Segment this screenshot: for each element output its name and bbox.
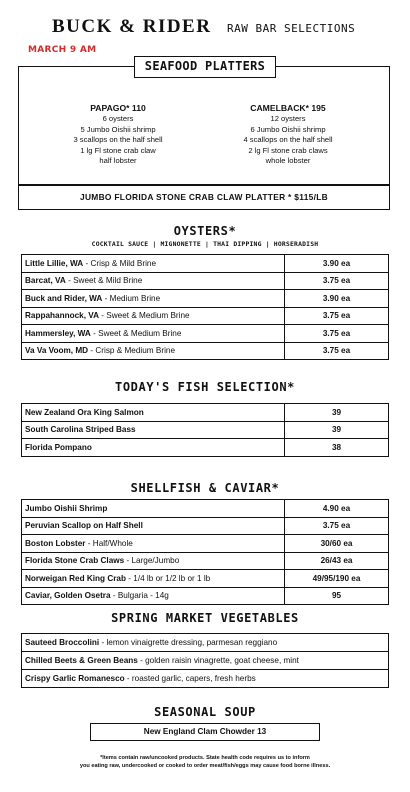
platter-line: 1 lg Fl stone crab claw <box>80 145 156 155</box>
item-cell <box>22 670 389 688</box>
brand-logo: BUCK & RIDER <box>52 16 212 37</box>
item-description: - Bulgaria - 14g <box>110 591 169 601</box>
shellfish-table <box>21 499 389 605</box>
item-name: Barcat, VA <box>25 276 66 286</box>
item-cell <box>22 290 285 308</box>
item-name: South Carolina Striped Bass <box>22 421 285 439</box>
item-name: Florida Pompano <box>22 439 285 457</box>
item-cell <box>22 272 285 290</box>
table-row <box>22 290 389 308</box>
item-description: - roasted garlic, capers, fresh herbs <box>124 674 256 683</box>
table-row <box>22 634 389 652</box>
item-description: - Crisp & Medium Brine <box>88 346 175 356</box>
jumbo-stone-crab-platter: JUMBO FLORIDA STONE CRAB CLAW PLATTER * $115/LB <box>80 192 328 202</box>
item-description: - Crisp & Mild Brine <box>83 258 157 268</box>
item-cell <box>22 255 285 273</box>
item-name: Florida Stone Crab Claws <box>25 556 125 566</box>
item-price: 3.75 ea <box>285 272 389 290</box>
oysters-sauces: COCKTAIL SAUCE | MIGNONETTE | THAI DIPPING | HORSERADISH <box>91 240 319 248</box>
shellfish-title: SHELLFISH & CAVIAR* <box>130 481 280 495</box>
item-price: 39 <box>285 421 389 439</box>
table-row <box>22 342 389 360</box>
item-price: 3.75 ea <box>285 342 389 360</box>
item-name: Little Lillie, WA <box>25 258 84 268</box>
item-cell <box>22 307 285 325</box>
table-row <box>22 404 389 422</box>
table-row <box>22 517 389 535</box>
table-row <box>22 272 389 290</box>
platters-title: SEAFOOD PLATTERS <box>134 56 276 78</box>
item-cell <box>22 652 389 670</box>
fish-table <box>21 403 389 457</box>
vegetables-title: SPRING MARKET VEGETABLES <box>111 611 299 625</box>
item-name: Crispy Garlic Romanesco <box>25 674 125 683</box>
platter-line: whole lobster <box>265 156 311 166</box>
item-description: - lemon vinaigrette dressing, parmesan reggiano <box>99 638 278 647</box>
item-description: - Sweet & Mild Brine <box>65 276 143 286</box>
item-name: Buck and Rider, WA <box>25 293 103 303</box>
table-row <box>22 570 389 588</box>
platter-line: 6 Jumbo Oishii shrimp <box>250 124 326 134</box>
item-price: 3.75 ea <box>285 325 389 343</box>
item-description: - Large/Jumbo <box>124 556 180 566</box>
platter-line: 2 lg Fl stone crab claws <box>248 145 328 155</box>
item-price: 49/95/190 ea <box>285 570 389 588</box>
table-row <box>22 587 389 605</box>
item-description: - Sweet & Medium Brine <box>90 328 182 338</box>
table-row <box>22 307 389 325</box>
item-price: 95 <box>285 587 389 605</box>
disclaimer-line: *Items contain raw/uncooked products. State health code requires us to inform <box>100 755 310 761</box>
table-row <box>22 552 389 570</box>
platter-line: 5 Jumbo Oishii shrimp <box>80 124 156 134</box>
item-cell <box>22 634 389 652</box>
platter-camelback <box>213 102 363 167</box>
item-name: Rappahannock, VA <box>25 311 100 321</box>
item-cell <box>22 552 285 570</box>
vegetables-table <box>21 633 389 688</box>
table-row <box>22 670 389 688</box>
item-cell <box>22 325 285 343</box>
item-price: 30/60 ea <box>285 535 389 553</box>
table-row <box>22 535 389 553</box>
item-description: - Sweet & Medium Brine <box>99 311 190 321</box>
item-name: Caviar, Golden Osetra <box>25 591 111 601</box>
item-cell <box>22 535 285 553</box>
table-row <box>22 652 389 670</box>
item-price: 39 <box>285 404 389 422</box>
item-name: Norweigan Red King Crab <box>25 573 126 583</box>
item-description: - Half/Whole <box>85 538 133 548</box>
platter-line: 6 oysters <box>102 114 134 123</box>
item-cell <box>22 517 285 535</box>
item-cell <box>22 500 285 518</box>
platter-name: PAPAGO* 110 <box>90 103 146 113</box>
item-description: - 1/4 lb or 1/2 lb or 1 lb <box>126 573 211 583</box>
fish-title: TODAY'S FISH SELECTION* <box>115 380 295 394</box>
soup-item: New England Clam Chowder 13 <box>90 723 320 741</box>
platter-line: 12 oysters <box>270 114 306 123</box>
item-price: 3.75 ea <box>285 517 389 535</box>
item-description: - Medium Brine <box>102 293 161 303</box>
oysters-table <box>21 254 389 360</box>
item-name: Jumbo Oishii Shrimp <box>25 503 108 513</box>
menu-subtitle: RAW BAR SELECTIONS <box>227 22 356 35</box>
item-description: - golden raisin vinagrette, goat cheese, mint <box>137 656 299 665</box>
health-disclaimer <box>0 754 410 770</box>
item-price: 3.90 ea <box>285 290 389 308</box>
item-name: Hammersley, WA <box>25 328 91 338</box>
item-price: 3.90 ea <box>285 255 389 273</box>
item-name: Sauteed Broccolini <box>25 638 100 647</box>
item-name: Peruvian Scallop on Half Shell <box>25 521 143 531</box>
item-cell <box>22 342 285 360</box>
table-row <box>22 500 389 518</box>
item-name: New Zealand Ora King Salmon <box>22 404 285 422</box>
table-row <box>22 325 389 343</box>
item-name: Chilled Beets & Green Beans <box>25 656 138 665</box>
item-name: Va Va Voom, MD <box>25 346 89 356</box>
platter-papago <box>43 102 193 167</box>
oysters-title: OYSTERS* <box>173 224 237 238</box>
item-price: 4.90 ea <box>285 500 389 518</box>
item-cell <box>22 570 285 588</box>
item-cell <box>22 587 285 605</box>
soup-title: SEASONAL SOUP <box>154 705 256 719</box>
platter-line: 4 scallops on the half shell <box>243 135 333 145</box>
platter-line: half lobster <box>99 156 137 166</box>
item-name: Boston Lobster <box>25 538 86 548</box>
table-row <box>22 255 389 273</box>
platter-line: 3 scallops on the half shell <box>73 135 163 145</box>
item-price: 26/43 ea <box>285 552 389 570</box>
disclaimer-line: you eating raw, undercooked or cooked to order meat/fish/eggs may cause food borne illness. <box>79 763 331 769</box>
menu-date: MARCH 9 AM <box>28 45 97 55</box>
item-price: 3.75 ea <box>285 307 389 325</box>
platter-name: CAMELBACK* 195 <box>250 103 326 113</box>
table-row <box>22 421 389 439</box>
divider <box>19 184 389 186</box>
table-row <box>22 439 389 457</box>
item-price: 38 <box>285 439 389 457</box>
